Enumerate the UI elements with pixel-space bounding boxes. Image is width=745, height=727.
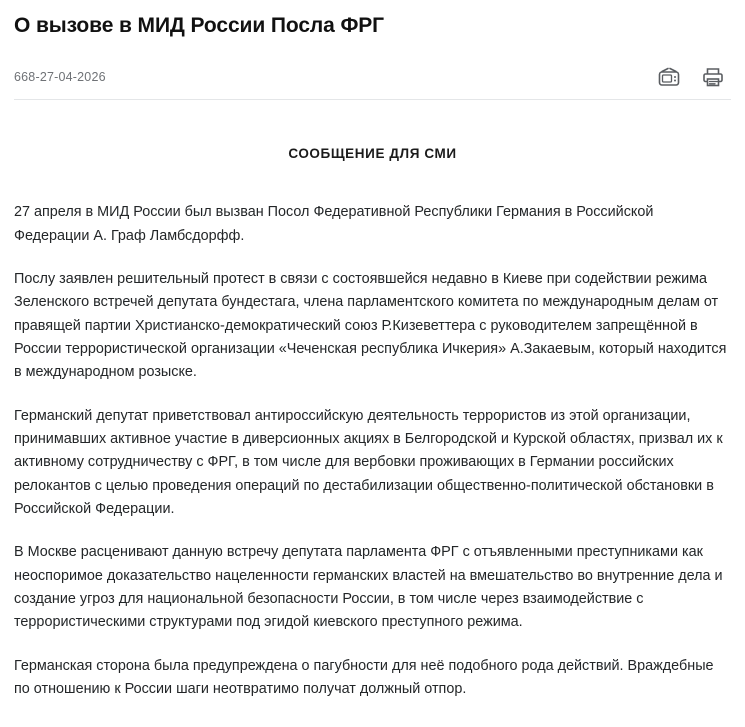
document-actions: [657, 65, 731, 89]
document-page: [0, 12, 745, 701]
tv-icon[interactable]: [657, 65, 681, 89]
paragraph: Послу заявлен решительный протест в связи с состоявшейся недавно в Киеве при содействии режима Зеленского встречей депутата бундестага, члена парламентского комитета по международным делам от правящей партии Христианско-демократический союз Р.Кизеветтера с руководителем запрещённой в России террористической организации «Чеченская республика Ичкерия» А.Закаевым, который находится в международном розыске.: [14, 270, 727, 381]
page-title: О вызове в МИД России Посла ФРГ: [14, 14, 384, 37]
document-meta-row: [14, 65, 731, 100]
printer-icon[interactable]: [701, 65, 725, 89]
document-body: [14, 201, 731, 701]
paragraph: 27 апреля в МИД России был вызван Посол Федеративной Республики Германия в Российской Федерации А. Граф Ламбсдорфф.: [14, 204, 654, 244]
press-release-subheading: СООБЩЕНИЕ ДЛЯ СМИ: [288, 146, 457, 162]
paragraph: Германский депутат приветствовал антироссийскую деятельность террористов из этой организации, принимавших активное участие в диверсионных акциях в Белгородской и Курской областях, призвал их к активному сотрудничеству с ФРГ, в том числе для вербовки проживающих в Германии российских релокантов с целью проведения операций по дестабилизации общественно-политической обстановки в Российской Федерации.: [14, 407, 723, 517]
document-id: 668-27-04-2026: [14, 70, 106, 85]
paragraph: В Москве расценивают данную встречу депутата парламента ФРГ с отъявленными преступниками как неоспоримое доказательство нацеленности германских властей на вмешательство во внутренние дела и создание угроз для национальной безопасности России, в том числе через взаимодействие с террористическими структурами под эгидой киевского преступного режима.: [14, 544, 723, 631]
paragraph: Германская сторона была предупреждена о пагубности для неё подобного рода действий. Враждебные по отношению к России шаги неотвратимо получат должный отпор.: [14, 657, 714, 697]
